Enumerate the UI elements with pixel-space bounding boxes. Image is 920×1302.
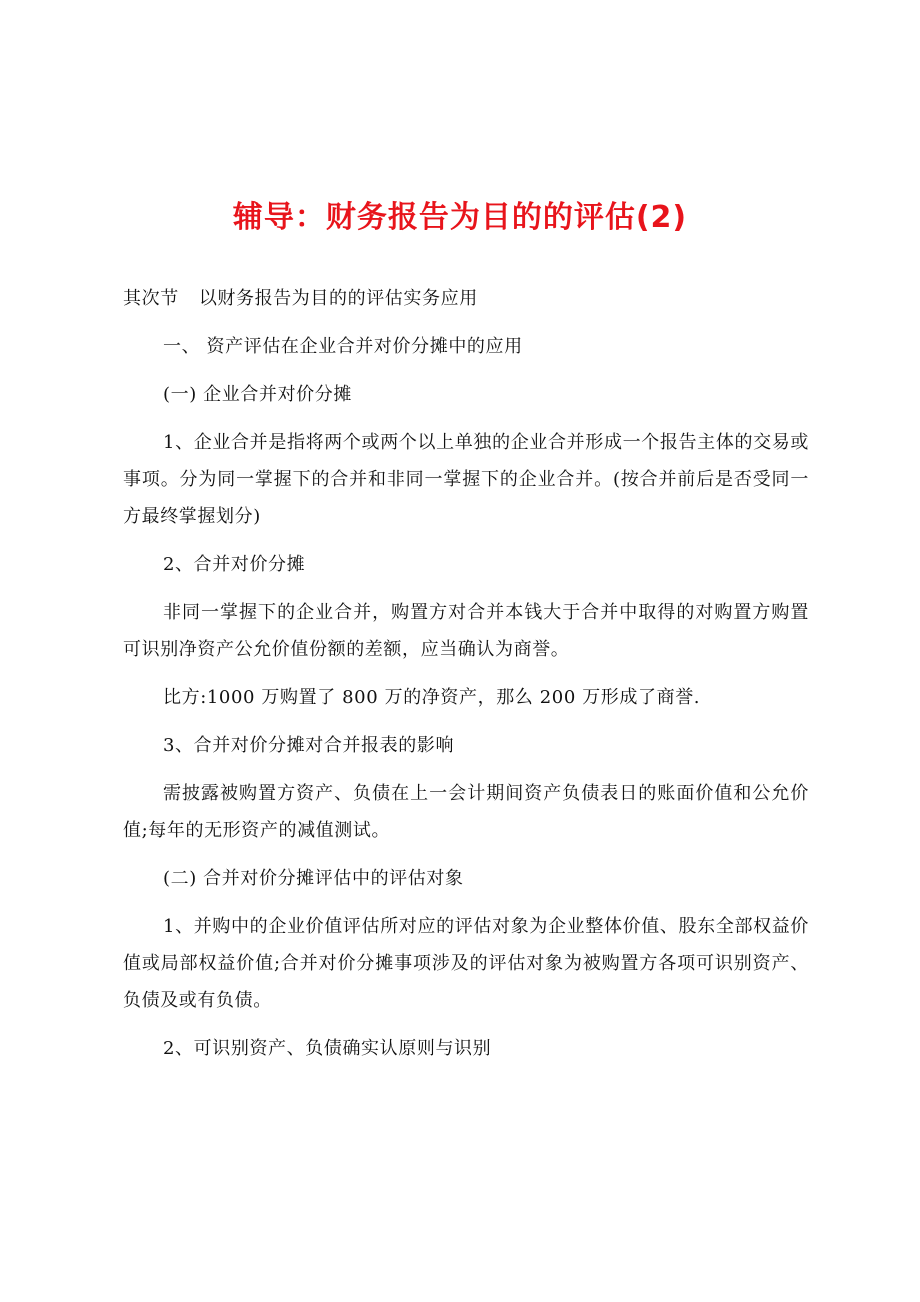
paragraph-section-one: 一、 资产评估在企业合并对价分摊中的应用 (163, 336, 523, 357)
paragraph-item-three: 3、合并对价分摊对合并报表的影响 (163, 735, 455, 756)
section-heading-prefix: 其次节 (123, 288, 179, 309)
paragraph-subsection-one: (一) 企业合并对价分摊 (163, 384, 352, 405)
section-heading (123, 280, 809, 317)
section-heading-text: 以财务报告为目的的评估实务应用 (198, 288, 478, 309)
paragraph-example: 比方:1000 万购置了 800 万的净资产，那么 200 万形成了商誉. (163, 687, 701, 708)
paragraph-definition: 1、企业合并是指将两个或两个以上单独的企业合并形成一个报告主体的交易或事项。分为同一掌握下的合并和非同一掌握下的企业合并。(按合并前后是否受同一方最终掌握划分) (123, 432, 809, 527)
paragraph-recognition: 2、可识别资产、负债确实认原则与识别 (163, 1038, 492, 1059)
paragraph-valuation-object: 1、并购中的企业价值评估所对应的评估对象为企业整体价值、股东全部权益价值或局部权益价值;合并对价分摊事项涉及的评估对象为被购置方各项可识别资产、负债及或有负债。 (123, 916, 809, 1011)
paragraph-goodwill: 非同一掌握下的企业合并，购置方对合并本钱大于合并中取得的对购置方购置可识别净资产公允价值份额的差额，应当确认为商誉。 (123, 602, 809, 660)
paragraph-subsection-two: (二) 合并对价分摊评估中的评估对象 (163, 868, 464, 889)
document-title: 辅导：财务报告为目的的评估(2) (232, 200, 688, 235)
paragraph-disclosure: 需披露被购置方资产、负债在上一会计期间资产负债表日的账面价值和公允价值;每年的无形资产的减值测试。 (123, 783, 809, 841)
document-body (123, 280, 809, 1078)
paragraph-item-two: 2、合并对价分摊 (163, 554, 306, 575)
